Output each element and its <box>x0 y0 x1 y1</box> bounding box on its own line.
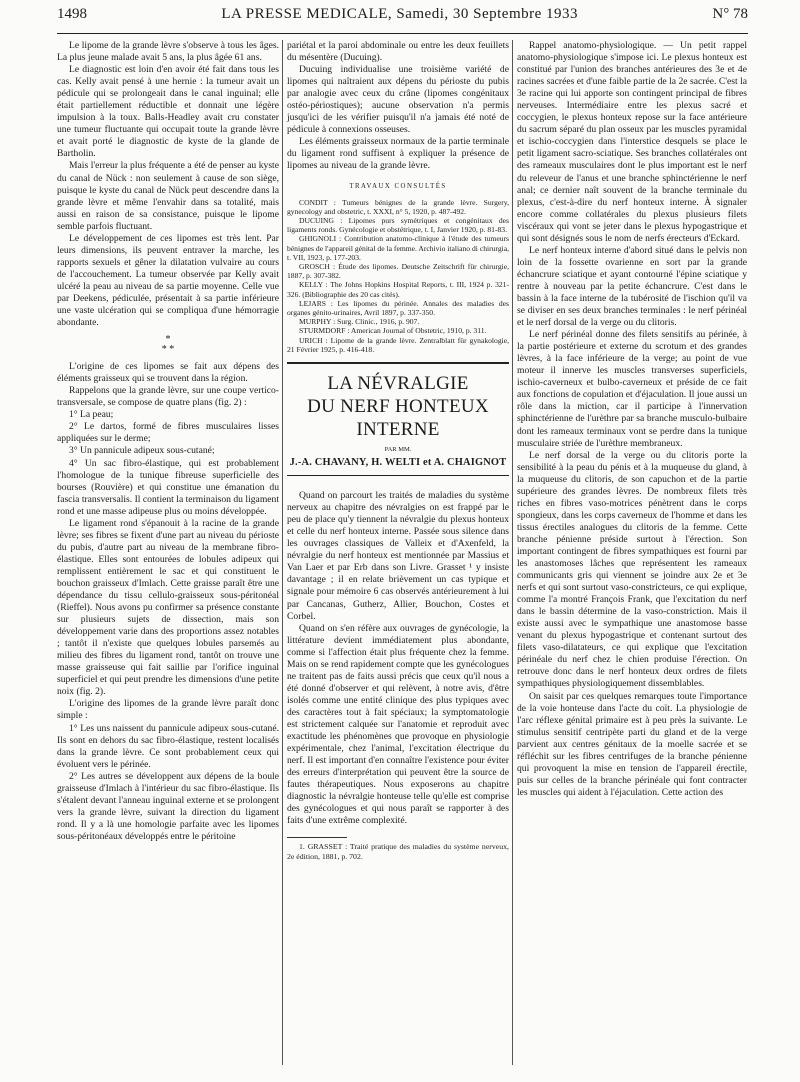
paragraph: pariétal et la paroi abdominale ou entre les deux feuillets du mésentère (Ducuing). <box>287 40 509 64</box>
paragraph: 2° Le dartos, formé de fibres musculaires lisses appliquées sur le derme; <box>57 421 279 445</box>
paragraph: L'origine des lipomes de la grande lèvre paraît donc simple : <box>57 698 279 722</box>
reference-item: LEJARS : Les lipomes du périnée. Annales des maladies des organes génito-urinaires, Avril 1897, p. 337-350. <box>287 298 509 317</box>
reference-item: GHIGNOLI : Contribution anatomo-clinique à l'étude des tumeurs bénignes de l'appareil génital de la femme. Archivio italiano di chirurgia, t. VII, 1923, p. 177-203. <box>287 234 509 262</box>
reference-item: DUCUING : Lipomes purs symétriques et congénitaux des ligaments ronds. Gynécologie et obstétrique, t. I, Janvier 1920, p. 81-83. <box>287 215 509 235</box>
paragraph: Rappel anatomo-physiologique. — Un petit rappel anatomo-physiologique s'impose ici. Le plexus honteux est constitué par l'union des branches antérieures des 3e et 4e racines sacrées et d'une faible partie de la 2e sacrée. C'est la 3e racine qui lui apporte son contingent principal de fibres nerveuses. Intermédiaire entre les plexus sacré et coccygien, le plexus honteux repose sur la face antérieure du sacrum séparé du plan osseux par les muscles pyramidal et ischio-coccygien dans l'interstice desquels se place le petit ligament sacro-sciatique. Ses branches collatérales ont des rameaux musculaires dont le plus important est le nerf du releveur de l'anus et une branche sphinctérienne le nerf anal; ce dernier naît souvent de la branche terminale du plexus, c'est-à-dire du nerf honteux interne. À signaler encore comme collatérales du plexus plusieurs filets viscéraux qui vont se jeter dans le plexus hypogastrique et qui sont désignés sous le nom de nerfs érecteurs d'Eckard. <box>517 40 747 244</box>
paragraph: Le développement de ces lipomes est très lent. Par leurs dimensions, ils peuvent entraver la marche, les rapports sexuels et gêner la dilatation vulvaire au cours de l'accouchement. La tumeur observée par Kelly avait ulcéré la peau au niveau de sa partie moyenne. Celle vue par Deekens, pédiculée, présentait à sa partie inférieure une vaste ulcération qui se compliqua d'une hémorragie abondante. <box>57 232 279 329</box>
reference-item: CONDIT : Tumeurs bénignes de la grande lèvre. Surgery, gynecology and obstetric, t. XXXI, n° 5, 1920, p. 487-492. <box>287 197 509 216</box>
paragraph: Mais l'erreur la plus fréquente a été de penser au kyste du canal de Nück : non seulement à cause de son siège, puisque le kyste du canal de Nück peut descendre dans la grande lèvre et même l'envahir dans sa totalité, mais aussi en raison de sa consistance, puisque le lipome semble parfois fluctuant. <box>57 160 279 232</box>
paragraph: Quand on s'en réfère aux ouvrages de gynécologie, la littérature devient immédiatement plus abondante, comme si l'affection était plus fréquente chez la femme. Mais on se rend rapidement compte que les gynécologues ne traitent pas de faits aussi précis que ceux qu'il nous a été donné d'observer et qui relèvent, à notre avis, d'être isolés comme une entité clinique des plus typiques avec des caractères tout à fait spéciaux; la symptomatologie est strictement calquée sur l'anatomie et reproduit avec exactitude les phénomènes que provoque en physiologie expérimentale, chez l'animal, l'excitation électrique du nerf. Il est important d'en connaître l'existence pour éviter des erreurs d'interprétation qui peuvent être la source de fautes thérapeutiques. Nous exposerons au chapitre diagnostic la névralgie honteuse telle qu'elle est comprise des gynécologues et qui nous paraît se rapporter à des faits d'une extrême complexité. <box>287 622 509 827</box>
section-asterism: * * * <box>161 334 175 356</box>
footnote-rule <box>287 837 347 838</box>
reference-item: STURMDORF : American Journal of Obstetric, 1910, p. 311. <box>299 326 487 336</box>
paragraph: Le diagnostic est loin d'en avoir été fait dans tous les cas. Kelly avait pensé à une hernie : la tumeur avait un pédicule qui se prolongeait dans le canal inguinal; elle était partiellement réductible et donnait une légère impulsion à la toux. Balls-Headley avait cru constater une tumeur fluctuante qui occupait toute la grande lèvre et avait porté le diagnostic de kyste de la glande de Bartholin. <box>57 64 279 160</box>
paragraph: Rappelons que la grande lèvre, sur une coupe vertico-transversale, se compose de quatre plans (fig. 2) : <box>57 385 279 409</box>
paragraph: Les éléments graisseux normaux de la partie terminale du ligament rond suffisent à expliquer la présence de lipomes au niveau de la grande lèvre. <box>287 136 509 172</box>
reference-item: KELLY : The Johns Hopkins Hospital Reports, t. III, 1924 p. 321-326. (Bibliographie des 20 cas cités). <box>287 280 509 299</box>
page-header <box>57 6 748 32</box>
footnote: 1. GRASSET : Traité pratique des maladies du système nerveux, 2e édition, 1881, p. 702. <box>287 842 509 861</box>
byline-prefix: PAR MM. <box>384 446 412 454</box>
article-title-line1: LA NÉVRALGIE <box>327 373 469 395</box>
column-separator <box>512 40 513 1065</box>
journal-title: LA PRESSE MEDICALE, Samedi, 30 Septembre 1933 <box>221 6 579 22</box>
paragraph: 1° Les uns naissent du pannicule adipeux sous-cutané. Ils sont en dehors du sac fibro-élastique, restent localisés dans la grande lèvre. Ce sont probablement ceux qui évoluent vers le périnée. <box>57 722 279 770</box>
title-block-rule <box>287 475 509 476</box>
article-authors: J.-A. CHAVANY, H. WELTI et A. CHAIGNOT <box>289 457 507 469</box>
paragraph: 1° La peau; <box>69 409 114 421</box>
references-heading: TRAVAUX CONSULTÉS <box>349 182 447 190</box>
header-rule <box>57 33 748 34</box>
paragraph: Le ligament rond s'épanouit à la racine de la grande lèvre; ses fibres se fixent d'une part au niveau du périoste du pubis, d'autre part au niveau de la membrane fibro-élastique. Elles sont entourées de lobules adipeux qui remplissent entièrement le sac et qui constituent le bouchon graisseux d'Imlach. Cette graisse paraît être une dépendance du tissu cellulo-graisseux sous-péritonéal (Rieffel). Nous avons pu confirmer sa présence constante sur plusieurs sujets de dissection, mais son développement varie dans des proportions assez notables ; tantôt il n'existe que quelques lobules parsemés au milieu des fibres du ligament rond, tantôt on trouve une masse graisseuse qui fait saillie par l'orifice inguinal superficiel et qui peut prendre les dimensions d'une petite noix (fig. 2). <box>57 517 279 698</box>
paragraph: 4° Un sac fibro-élastique, qui est probablement l'homologue de la tunique fibreuse superficielle des bourses (Rouvière) et qui constitue une émanation du fascia transversalis. Il contient la terminaison du ligament rond et une masse adipeuse plus ou moins développée. <box>57 457 279 517</box>
paragraph: Quand on parcourt les traités de maladies du système nerveux au chapitre des névralgies on est frappé par le peu de place qu'y tiennent la névralgie du plexus honteux et celle du nerf honteux interne. Passée sous silence dans les ouvrages classiques de Valleix et d'Axenfeld, la névralgie du nerf honteux est mentionnée par Massius et Van Laer et par Erb dans son Livre. Grasset ¹ y insiste davantage ; il en relate brièvement un cas typique et signale pour mémoire 6 cas observés antérieurement à lui par Cancanas, Gutherz, Allier, Bouchon, Costes et Corbel. <box>287 490 509 622</box>
paragraph: Le nerf dorsal de la verge ou du clitoris porte la sensibilité à la peau du pénis et à la muqueuse du gland, à la muqueuse du clitoris, de son capuchon et de la partie supérieure des grandes lèvres. De nombreux filets très riches en fibres vaso-motrices pénètrent dans le corps spongieux, dans les corps caverneux de l'homme et dans les tissus érectiles analogues du clitoris de la femme. Cette branche pénienne préside surtout à l'érection. Son important contingent de fibres sympathiques est fourni par les anastomoses lâches que représentent les rameaux communicants gris qui viennent se joindre aux 2e et 3e nerfs et qui sont surtout vaso-constricteurs, ce qui explique, comme l'a montré François Frank, que l'excitation du nerf dans le bassin détermine de la vaso-constriction. Mais il existe aussi avec le sympathique une anastomose basse venant du plexus hypogastrique et contenant surtout des filets vaso-dilatateurs, ce qui explique que l'excitation périnéale du nerf chez le chien produise l'érection. On retrouve donc dans le nerf honteux deux ordres de filets sympathiques physiologiquement dissemblables. <box>517 449 747 690</box>
column-separator <box>282 40 283 1065</box>
paragraph: Le nerf honteux interne d'abord situé dans le pelvis non loin de la fossette ovarienne en sort par la grande échancrure sciatique et ayant contourné l'épine sciatique y rentre à nouveau par la petite échancrure. C'est dans le bassin à la face interne de la tubérosité de l'ischion qu'il va se diviser en ses deux branches terminales : le nerf périnéal et le nerf dorsal de la verge ou du clitoris. <box>517 244 747 329</box>
reference-item: GROSCH : Étude des lipomes. Deutsche Zeitschrift für chirurgie, 1887, p. 307-382. <box>287 261 509 281</box>
page-number: 1498 <box>57 6 87 22</box>
paragraph: Le lipome de la grande lèvre s'observe à tous les âges. La plus jeune malade avait 5 ans, la plus âgée 61 ans. <box>57 40 279 64</box>
paragraph: On saisit par ces quelques remarques toute l'importance de la voie honteuse dans l'acte du coït. La physiologie de l'arc réflexe génital primaire est à peu près la suivante. Le stimulus sensitif centripète parti du gland et de la verge parvient aux centres génitaux de la moelle sacrée et se réfléchit sur les fibres centrifuges de la branche pénienne qui provoquent la mise en tension de l'appareil érectile, puis sur celles de la branche périnéale qui font contracter les muscles qui aident à l'éjaculation. Cette action des <box>517 690 747 798</box>
column-right <box>517 40 747 799</box>
paragraph: L'origine de ces lipomes se fait aux dépens des éléments graisseux qui se trouvent dans la région. <box>57 361 279 385</box>
column-left <box>57 40 279 843</box>
reference-item: MURPHY : Surg. Clinic., 1916, p. 907. <box>299 317 420 327</box>
article-title-line2: DU NERF HONTEUX INTERNE <box>307 396 489 441</box>
paragraph: Le nerf périnéal donne des filets sensitifs au périnée, à la partie postérieure et externe du scrotum et des grandes lèvres, à la face inférieure de la verge; au point de vue moteur il innerve les muscles transverses superficiels, ischio-caverneux et bulbo-caverneux et préside de ce fait aux fonctions de copulation et d'éjaculation. Il joue aussi un rôle dans la miction, car il participe à l'innervation sphinctérienne de l'urèthre par sa branche musculo-bulbaire dont les rameaux terminaux vont se perdre dans la tunique musculaire striée de l'urèthre membraneux. <box>517 329 747 449</box>
reference-item: URICH : Lipome de la grande lèvre. Zentralblatt für gynakologie, 21 Février 1925, p. 416-418. <box>287 335 509 354</box>
paragraph: 3° Un pannicule adipeux sous-cutané; <box>69 445 215 457</box>
column-middle <box>287 40 509 861</box>
paragraph: Ducuing individualise une troisième variété de lipomes qui naîtraient aux dépens du périoste du pubis par analogie avec ceux du crâne (lipomes congénitaux ostéo-périostiques); aucune observation n'a permis jusqu'ici de les vérifier puisqu'il n'a jamais été noté de pédicule à connexions osseuses. <box>287 64 509 136</box>
paragraph: 2° Les autres se développent aux dépens de la boule graisseuse d'Imlach à l'intérieur du sac fibro-élastique. Ils s'étalent devant l'anneau inguinal externe et se prolongent vers la grande lèvre, suivant la direction du ligament rond. Il y a là une homologie parfaite avec les lipomes sous-péritonéaux développés entre le péritoine <box>57 770 279 842</box>
article-title-block <box>287 362 509 469</box>
issue-number: N° 78 <box>712 6 748 22</box>
